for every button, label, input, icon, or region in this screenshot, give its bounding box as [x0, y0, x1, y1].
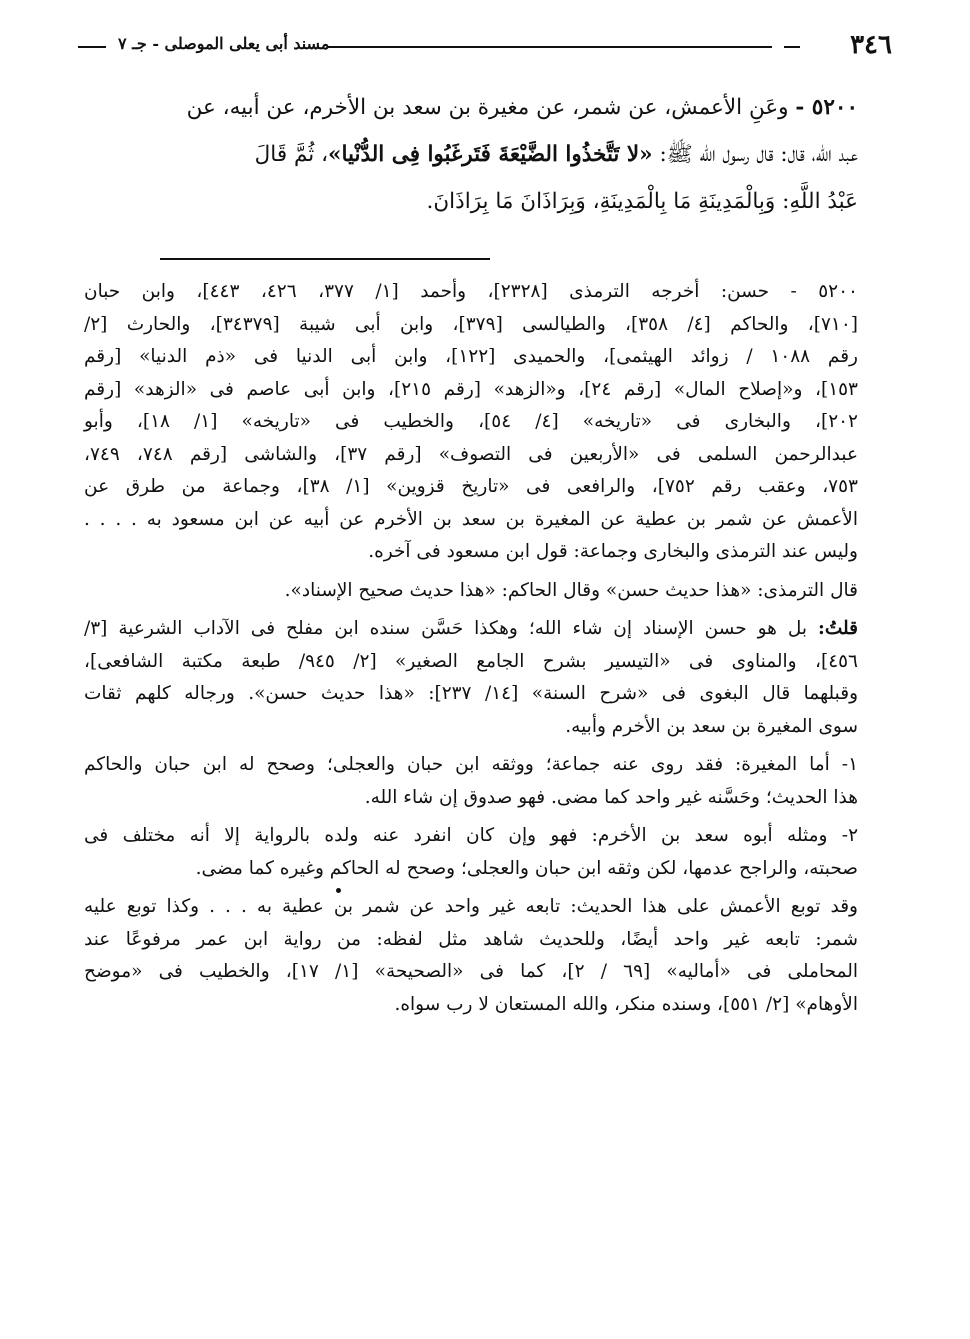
note-line: ١٥٣]، و«إصلاح المال» [رقم ٢٤]، و«الزهد» [رقم ٢١٥]، وابن أبى عاصم فى «الزهد» [رقم	[84, 378, 858, 400]
note-line: ٧٥٣، وعقب رقم ٧٥٢]، والرافعى فى «تاريخ قزوين» [١/ ٣٨]، وجماعة من طرق عن	[84, 476, 858, 497]
hadith-intro: عبد الله، قال: قال رسول الله ﷺ:	[659, 142, 858, 167]
hadith-text	[84, 84, 858, 225]
note-line: ٢- ومثله أبوه سعد بن الأخرم: فهو وإن كان انفرد عنه ولده بالرواية إلا أنه مختلف فى	[84, 825, 858, 846]
point-1-paragraph	[84, 749, 858, 814]
note-line: وليس عند الترمذى والبخارى وجماعة: قول ابن مسعود فى آخره.	[368, 541, 858, 562]
page-number: ٣٤٦	[850, 30, 892, 60]
footnote-separator	[160, 258, 490, 260]
qultu-paragraph	[84, 613, 858, 743]
note-line: سوى المغيرة بن سعد بن الأخرم وأبيه.	[565, 715, 858, 737]
point-2-paragraph	[84, 820, 858, 885]
note-line: ١- أما المغيرة: فقد روى عنه جماعة؛ ووثقه ابن حبان والعجلى؛ وصحح له ابن حبان والحاكم	[84, 754, 858, 775]
note-line: الأوهام» [٢/ ٥٥١]، وسنده منكر، والله المستعان لا رب سواه.	[394, 993, 858, 1015]
note-line: ٤٥٦]، والمناوى فى «التيسير بشرح الجامع الصغير» [٢/ ٩٤٥/ طبعة مكتبة الشافعى]،	[84, 650, 858, 672]
stray-dot	[336, 888, 341, 893]
note-line: قال الترمذى: «هذا حديث حسن» وقال الحاكم: «هذا حديث صحيح الإسناد».	[284, 579, 858, 601]
hadith-matn: «لا تَتَّخذُوا الضَّيْعَةَ فَتَرغَبُوا فِى الدُّنْيا»	[328, 142, 653, 167]
note-line: صحبته، والراجح عدمها، لكن وثقه ابن حبان والعجلى؛ وصحح له الحاكم وغيره كما مضى.	[195, 857, 858, 879]
header-dash	[784, 46, 800, 48]
running-header	[78, 24, 892, 64]
tirmidhi-paragraph	[84, 575, 858, 608]
note-line: هذا الحديث؛ وحَسَّنه غير واحد كما مضى. فهو صدوق إن شاء الله.	[364, 786, 858, 808]
hadith-number: ٥٢٠٠ -	[795, 95, 858, 120]
hadith-line-2	[84, 131, 858, 178]
header-rule	[328, 46, 772, 48]
takhrij-paragraph	[84, 276, 858, 569]
final-paragraph	[84, 891, 858, 1021]
note-line: شمر: تابعه غير واحد أيضًا، وللحديث شاهد مثل لفظه: من رواية ابن عمر مرفوعًا عند	[84, 928, 858, 950]
header-dash-end	[78, 46, 106, 48]
note-line	[84, 613, 858, 646]
note-line: وقد توبع الأعمش على هذا الحديث: تابعه غير واحد عن شمر بن عطية به . . . وكذا توبع عليه	[84, 896, 858, 917]
hadith-isnad: وعَنِ الأعمش، عن شمر، عن مغيرة بن سعد بن الأخرم، عن أبيه، عن	[186, 95, 789, 120]
commentary	[84, 276, 858, 1021]
note-line: ٢٠٢]، والبخارى فى «تاريخه» [٤/ ٥٤]، والخطيب فى «تاريخه» [١/ ١٨]، وأبو	[84, 411, 858, 432]
note-line: رقم ١٠٨٨ / زوائد الهيثمى]، والحميدى [١٢٢]، وابن أبى الدنيا فى «ذم الدنيا» [رقم	[84, 346, 858, 367]
book-title: مسند أبى يعلى الموصلى - جـ ٧	[118, 34, 330, 53]
note-line: عبدالرحمن السلمى فى «الأربعين فى التصوف» [رقم ٣٧]، والشاشى [رقم ٧٤٨، ٧٤٩،	[84, 443, 858, 465]
note-text: بل هو حسن الإسناد إن شاء الله؛ وهكذا حَسَّن سنده ابن مفلح فى الآداب الشرعية [٣/	[84, 618, 808, 639]
hadith-line-3: عَبْدُ اللَّهِ: وَبِالْمَدِينَةِ مَا بِالْمَدِينَةِ، وَبِرَاذَانَ مَا بِرَاذَانَ.	[426, 189, 858, 214]
note-line: [٧١٠]، والحاكم [٤/ ٣٥٨]، والطيالسى [٣٧٩]، وابن أبى شيبة [٣٤٣٧٩]، والحارث [٢/	[84, 313, 859, 335]
qultu-label: قلتُ:	[818, 618, 858, 639]
hadith-continuation: ، ثُمَّ قَالَ	[254, 142, 329, 167]
note-line: ٥٢٠٠ - حسن: أخرجه الترمذى [٢٣٢٨]، وأحمد [١/ ٣٧٧، ٤٢٦، ٤٤٣]، وابن حبان	[84, 281, 858, 302]
note-line: الأعمش عن شمر بن عطية عن المغيرة بن سعد بن الأخرم عن أبيه عن ابن مسعود به . . . .	[84, 508, 858, 530]
note-line: وقبلهما قال البغوى فى «شرح السنة» [١٤/ ٢٣٧]: «هذا حديث حسن». ورجاله كلهم ثقات	[84, 683, 859, 704]
hadith-line-1	[84, 84, 858, 131]
note-line: المحاملى فى «أماليه» [٦٩ / ٢]، كما فى «الصحيحة» [١/ ١٧]، والخطيب فى «موضح	[84, 961, 858, 982]
